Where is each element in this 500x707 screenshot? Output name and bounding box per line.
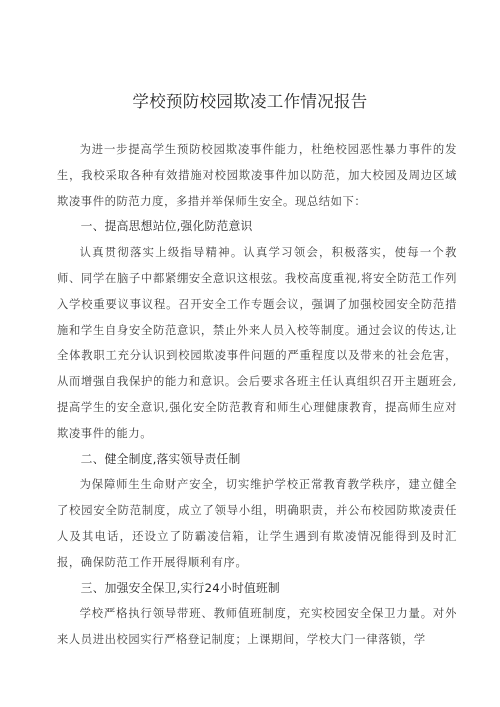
section-2-paragraph: 为保障师生生命财产安全，切实维护学校正常教育教学秩序，建立健全了校园安全防范制度，成立了领导小组，明确职责，并公布校园防欺凌责任人及其电话，还设立了防霸凌信箱，让学生遇到有欺凌情况能得到及时汇报，确保防范工作开展得顺利有序。 (57, 478, 457, 569)
section-1-paragraph: 认真贯彻落实上级指导精神。认真学习领会，积极落实，使每一个教师、同学在脑子中都紧绷安全意识这根弦。我校高度重视,将安全防范工作列入学校重要议事议程。召开安全工作专题会议，强调了加强校园安全防范措施和学生自身安全防范意识，禁止外来人员入校等制度。通过会议的传达,让全体教职工充分认识到校园欺凌事件问题的严重程度以及带来的社会危害，从而增强自我保护的能力和意识。会后要求各班主任认真组织召开主题班会,提高学生的安全意识,强化安全防范教育和师生心理健康教育，提高师生应对欺凌事件的能力。 (57, 246, 457, 440)
document-title: 学校预防校园欺凌工作情况报告 (132, 92, 368, 111)
section-3-heading: 三、加强安全保卫,实行24小时值班制 (80, 580, 280, 595)
intro-paragraph: 为进一步提高学生预防校园欺凌事件能力，杜绝校园恶性暴力事件的发生，我校采取各种有效措施对校园欺凌事件加以防范，加大校园及周边区域欺凌事件的防范力度，多措并举保师生安全。现总结如下： (57, 143, 457, 208)
section-1-heading: 一、提高思想站位,强化防范意识 (80, 219, 253, 234)
section-3-paragraph: 学校严格执行领导带班、教师值班制度，充实校园安全保卫力量。对外来人员进出校园实行严格登记制度；上课期间，学校大门一律落锁，学 (57, 607, 457, 647)
document-body (57, 137, 457, 653)
section-2-heading: 二、健全制度,落实领导责任制 (80, 451, 241, 466)
